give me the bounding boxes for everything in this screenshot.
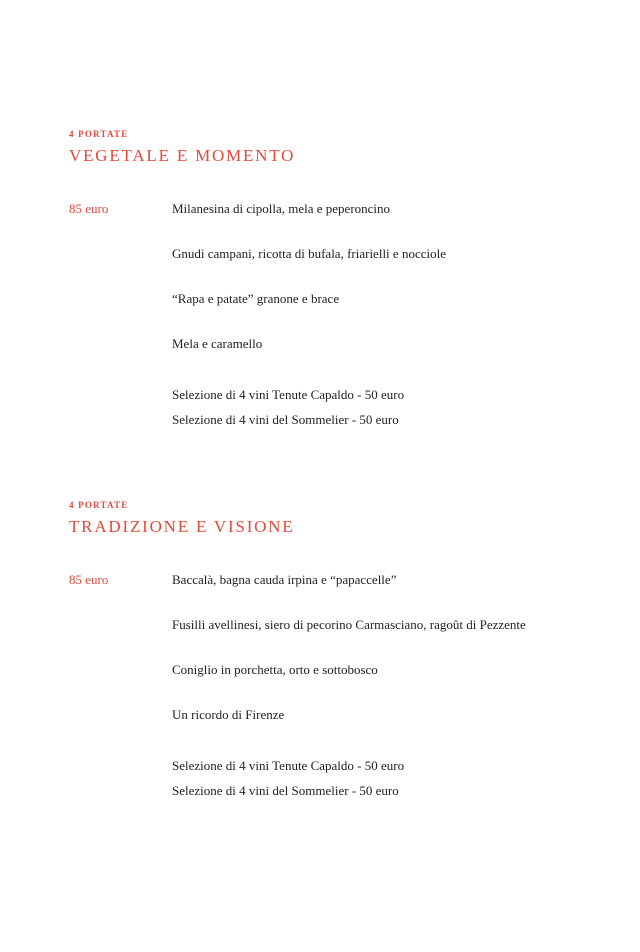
wine-pairing-item: Selezione di 4 vini Tenute Capaldo - 50 euro (172, 387, 405, 402)
dish-item: Un ricordo di Firenze (172, 707, 285, 722)
wine-pairing-item: Selezione di 4 vini del Sommelier - 50 euro (172, 412, 399, 427)
wine-pairing-list (172, 757, 612, 807)
dish-item: Mela e caramello (172, 336, 263, 351)
dish-item: Baccalà, bagna cauda irpina e “papaccelle” (172, 572, 397, 587)
dish-item: Gnudi campani, ricotta di bufala, friarielli e nocciole (172, 246, 446, 261)
dish-list (172, 571, 612, 751)
menu-section-tradizione (69, 499, 609, 798)
wine-pairing-item: Selezione di 4 vini Tenute Capaldo - 50 euro (172, 758, 405, 773)
section-kicker: 4 PORTATE (69, 500, 129, 510)
dish-list (172, 200, 612, 380)
dish-item: Coniglio in porchetta, orto e sottobosco (172, 662, 378, 677)
section-title: TRADIZIONE E VISIONE (69, 517, 295, 536)
menu-price: 85 euro (69, 572, 109, 587)
section-kicker: 4 PORTATE (69, 129, 129, 139)
menu-section-vegetale (69, 128, 609, 427)
menu-price: 85 euro (69, 201, 109, 216)
section-title: VEGETALE E MOMENTO (69, 146, 296, 165)
wine-pairing-item: Selezione di 4 vini del Sommelier - 50 euro (172, 783, 399, 798)
wine-pairing-list (172, 386, 612, 436)
dish-item: Milanesina di cipolla, mela e peperoncino (172, 201, 391, 216)
dish-item: “Rapa e patate” granone e brace (172, 291, 340, 306)
dish-item: Fusilli avellinesi, siero di pecorino Carmasciano, ragoût di Pezzente (172, 617, 526, 632)
